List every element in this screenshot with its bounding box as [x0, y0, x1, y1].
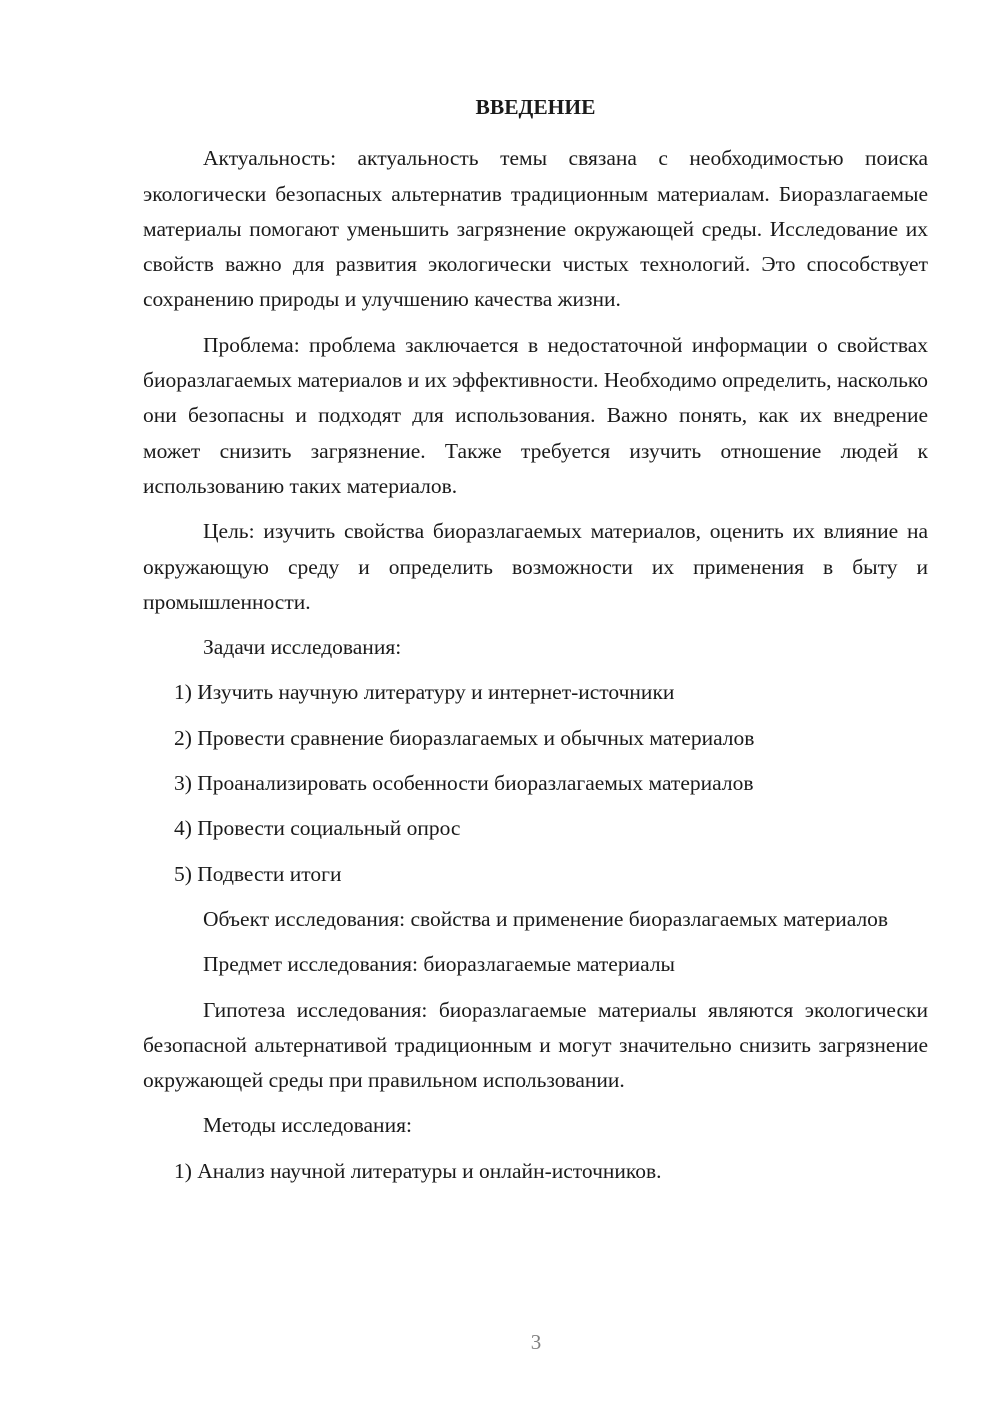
tasks-heading: Задачи исследования: — [203, 635, 402, 660]
task-item: 4) Провести социальный опрос — [174, 816, 461, 841]
object-paragraph: Объект исследования: свойства и применение биоразлагаемых материалов — [203, 906, 889, 931]
methods-heading: Методы исследования: — [203, 1113, 412, 1138]
task-item: 1) Изучить научную литературу и интернет-источники — [174, 680, 675, 705]
task-item: 3) Проанализировать особенности биоразлагаемых материалов — [174, 771, 754, 796]
task-item: 2) Провести сравнение биоразлагаемых и обычных материалов — [174, 725, 755, 750]
page-title: ВВЕДЕНИЕ — [475, 95, 596, 119]
hypothesis-paragraph: Гипотеза исследования: биоразлагаемые материалы являются экологически безопасной альтернативой традиционным и могут значительно снизить загрязнение окружающей среды при правильном использовании. — [143, 997, 928, 1093]
problem-paragraph: Проблема: проблема заключается в недостаточной информации о свойствах биоразлагаемых материалов и их эффективности. Необходимо определить, насколько они безопасны и подходят для использования. Важно понять, как их внедрение может снизить загрязнение. Также требуется изучить отношение людей к использованию таких материалов. — [143, 332, 928, 498]
subject-paragraph: Предмет исследования: биоразлагаемые материалы — [203, 952, 675, 977]
document-body — [143, 90, 928, 1189]
method-item: 1) Анализ научной литературы и онлайн-источников. — [174, 1158, 662, 1183]
goal-paragraph: Цель: изучить свойства биоразлагаемых материалов, оценить их влияние на окружающую среду и определить возможности их применения в быту и промышленности. — [143, 519, 928, 614]
relevance-paragraph: Актуальность: актуальность темы связана с необходимостью поиска экологически безопасных альтернатив традиционным материалам. Биоразлагаемые материалы помогают уменьшить загрязнение окружающей среды. Исследование их свойств важно для развития экологически чистых технологий. Это способствует сохранению природы и улучшению качества жизни. — [143, 146, 928, 312]
page-number: 3 — [530, 1330, 542, 1354]
task-item: 5) Подвести итоги — [174, 861, 342, 886]
